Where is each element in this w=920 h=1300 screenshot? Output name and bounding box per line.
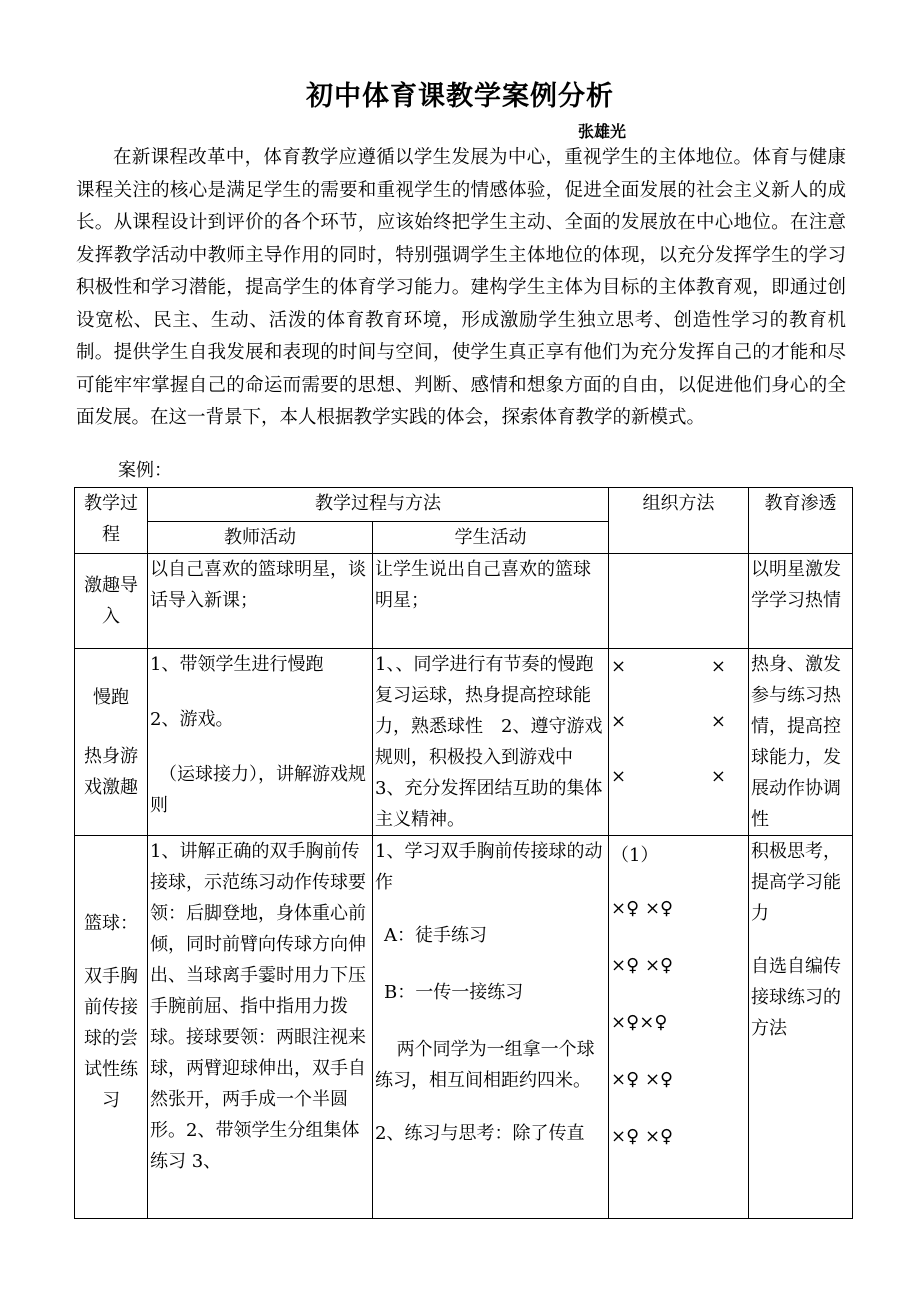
document-title: 初中体育课教学案例分析 — [306, 81, 614, 112]
row3-student — [373, 836, 609, 1219]
case-label: 案例： — [118, 460, 172, 481]
row2-teacher-line3: （运球接力），讲解游戏规则 — [150, 764, 366, 816]
row1-org — [609, 554, 749, 649]
header-edu: 教育渗透 — [749, 488, 853, 554]
row3-edu — [749, 836, 853, 1219]
row2-teacher — [148, 649, 373, 836]
header-student: 学生活动 — [373, 522, 609, 554]
row2-teacher-line2: 2、游戏。 — [150, 709, 234, 730]
row2-stage-line2: 热身游戏激趣 — [84, 745, 138, 798]
table-header-row — [75, 488, 853, 522]
lesson-table — [74, 487, 853, 1219]
table-row — [75, 836, 853, 1219]
intro-paragraph — [76, 142, 846, 435]
formation-row — [611, 706, 746, 737]
row3-student-line1: 1、学习双手胸前传接球的动作 — [375, 841, 603, 893]
formation-row: ×♀ ×♀ — [611, 1069, 674, 1090]
row1-edu: 以明星激发学学习热情 — [749, 554, 853, 649]
row3-student-line4: 两个同学为一组拿一个球练习，相互间相距约四米。 — [375, 1039, 595, 1091]
table-row — [75, 649, 853, 836]
cross-mark: × — [611, 711, 627, 732]
row2-edu: 热身、激发参与练习热情，提高控球能力，发展动作协调性 — [749, 649, 853, 836]
table-row — [75, 554, 853, 649]
row3-stage — [75, 836, 148, 1219]
row3-student-line5: 2、练习与思考：除了传直 — [375, 1123, 585, 1144]
formation-row: ×♀×♀ — [611, 1012, 668, 1033]
row1-teacher: 以自己喜欢的篮球明星，谈话导入新课； — [148, 554, 373, 649]
row3-edu-line1: 积极思考，提高学习能力 — [751, 841, 841, 924]
formation-row: ×♀ ×♀ — [611, 898, 674, 919]
header-stage: 教学过程 — [75, 488, 148, 554]
intro-text: 在新课程改革中，体育教学应遵循以学生发展为中心，重视学生的主体地位。体育与健康课程关注的核心是满足学生的需要和重视学生的情感体验，促进全面发展的社会主义新人的成长。从课程设计到评价的各个环节，应该始终把学生主动、全面的发展放在中心地位。在注意发挥教学活动中教师主导作用的同时，特别强调学生主体地位的体现，以充分发挥学生的学习积极性和学习潜能，提高学生的体育学习能力。建构学生主体为目标的主体教育观，即通过创设宽松、民主、生动、活泼的体育教育环境，形成激励学生独立思考、创造性学习的教育机制。提供学生自我发展和表现的时间与空间，使学生真正享有他们为充分发挥自己的才能和尽可能牢牢掌握自己的命运而需要的思想、判断、感情和想象方面的自由，以促进他们身心的全面发展。在这一背景下，本人根据教学实践的体会，探索体育教学的新模式。 — [76, 147, 846, 428]
row3-teacher: 1、讲解正确的双手胸前传接球，示范练习动作传球要领：后脚登地，身体重心前倾，同时前臂向传球方向伸出、当球离手霎时用力下压手腕前屈、指中指用力拨球。接球要领：两眼注视来球，两臂迎球伸出，双手自然张开，两手成一个半圆形。2、带领学生分组集体练习 3、 — [148, 836, 373, 1219]
cross-mark: × — [611, 656, 627, 677]
row2-teacher-line1: 1、带领学生进行慢跑 — [150, 654, 324, 675]
cross-mark: × — [611, 766, 627, 787]
header-teacher: 教师活动 — [148, 522, 373, 554]
cross-mark: × — [710, 711, 726, 732]
author-name: 张雄光 — [578, 122, 627, 141]
row1-student: 让学生说出自己喜欢的篮球明星； — [373, 554, 609, 649]
formation-row — [611, 651, 746, 682]
header-org: 组织方法 — [609, 488, 749, 554]
row2-student: 1、、同学进行有节奏的慢跑复习运球，热身提高控球能力，熟悉球性 2、遵守游戏规则，积极投入到游戏中 3、充分发挥团结互助的集体主义精神。 — [373, 649, 609, 836]
row1-stage: 激趣导入 — [75, 554, 148, 649]
formation-label: （1） — [611, 845, 659, 866]
cross-mark: × — [710, 656, 726, 677]
row3-stage-line2: 双手胸前传接球的尝试性练习 — [84, 966, 138, 1111]
row2-stage-line1: 慢跑 — [93, 686, 129, 708]
formation-row: ×♀ ×♀ — [611, 955, 674, 976]
row3-edu-line2: 自选自编传接球练习的方法 — [751, 956, 841, 1039]
row2-stage — [75, 649, 148, 836]
cross-mark: × — [710, 766, 726, 787]
header-process: 教学过程与方法 — [148, 488, 609, 522]
row3-stage-line1: 篮球： — [84, 913, 138, 934]
formation-row — [611, 761, 746, 792]
row3-student-line3: B：一传一接练习 — [384, 982, 524, 1003]
row2-org — [609, 649, 749, 836]
formation-row: ×♀ ×♀ — [611, 1126, 674, 1147]
row3-student-line2: A：徒手练习 — [384, 925, 487, 946]
row3-org — [609, 836, 749, 1219]
